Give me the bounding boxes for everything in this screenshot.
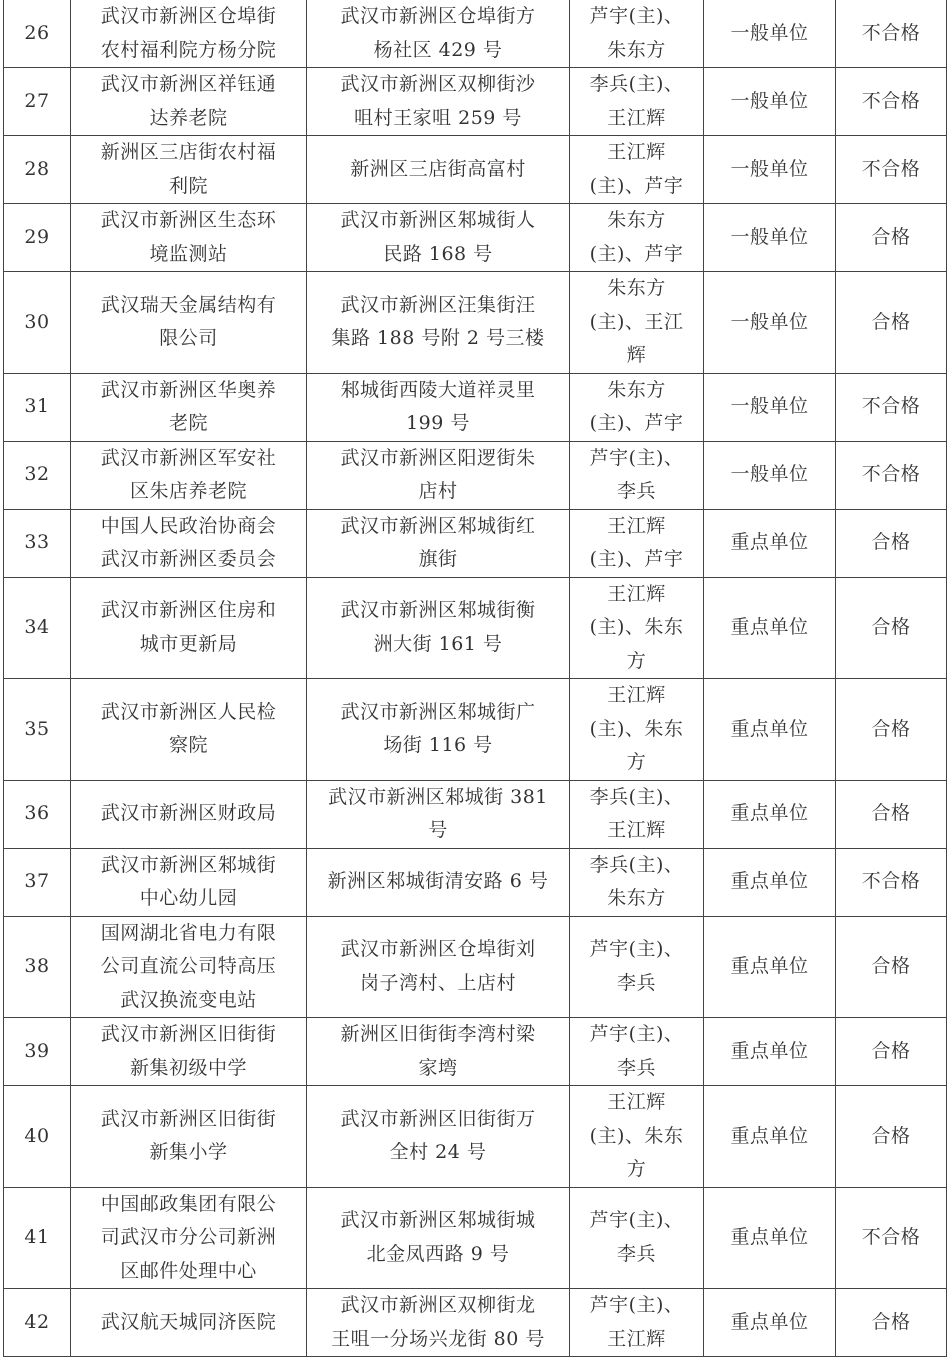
inspectors-cell xyxy=(570,204,704,272)
inspectors-cell xyxy=(570,1018,704,1086)
unit-name-line: 农村福利院方杨分院 xyxy=(100,38,277,61)
unit-name-line: 武汉航天城同济医院 xyxy=(100,1310,277,1333)
unit-name-line: 武汉市新洲区祥钰通 xyxy=(100,73,277,95)
unit-name-line: 武汉市新洲区住房和 xyxy=(100,599,277,622)
inspection-result-cell: 不合格 xyxy=(836,0,947,68)
inspectors-line: (主)、朱东 xyxy=(589,616,684,638)
inspectors-cell xyxy=(570,0,704,68)
inspectors-line: (主)、芦宇 xyxy=(589,242,684,265)
inspectors-line: 朱东方 xyxy=(607,277,666,299)
table-row xyxy=(4,509,947,577)
inspection-result-cell: 合格 xyxy=(836,577,947,679)
address-line: 店村 xyxy=(418,480,458,502)
row-number-cell: 28 xyxy=(4,136,71,204)
table-row xyxy=(4,0,947,68)
inspectors-cell xyxy=(570,441,704,509)
address-cell xyxy=(307,1187,570,1289)
inspectors-line: (主)、朱东 xyxy=(589,717,684,740)
address-cell xyxy=(307,848,570,916)
inspectors-cell xyxy=(570,136,704,204)
inspectors-line: 辉 xyxy=(626,344,647,366)
address-line: 武汉市新洲区双柳街沙 xyxy=(340,73,536,95)
row-number-cell: 27 xyxy=(4,68,71,136)
unit-name-cell xyxy=(71,916,307,1018)
inspectors-line: 芦宇(主)、 xyxy=(589,1023,684,1045)
address-cell xyxy=(307,577,570,679)
address-line: 武汉市新洲区仓埠街刘 xyxy=(340,938,536,961)
unit-name-cell xyxy=(71,68,307,136)
table-row xyxy=(4,204,947,272)
inspection-result-cell: 不合格 xyxy=(836,848,947,916)
unit-name-line: 中心幼儿园 xyxy=(139,887,238,909)
unit-name-line: 中国邮政集团有限公 xyxy=(100,1192,277,1215)
inspection-result-cell: 不合格 xyxy=(836,136,947,204)
address-line: 场街 116 号 xyxy=(383,734,493,757)
unit-name-line: 武汉市新洲区仓埠街 xyxy=(100,5,277,27)
unit-name-line: 新集小学 xyxy=(149,1141,228,1164)
inspection-result-cell: 合格 xyxy=(836,1086,947,1188)
unit-name-line: 武汉市新洲区人民检 xyxy=(100,700,277,723)
address-line: 武汉市新洲区汪集街汪 xyxy=(340,293,536,316)
unit-name-cell xyxy=(71,848,307,916)
inspectors-cell xyxy=(570,577,704,679)
address-cell xyxy=(307,1086,570,1188)
unit-category-cell: 一般单位 xyxy=(704,204,836,272)
inspectors-line: (主)、芦宇 xyxy=(589,412,684,434)
unit-category-cell: 重点单位 xyxy=(704,780,836,848)
inspection-table-body xyxy=(4,0,947,1357)
inspection-result-cell: 合格 xyxy=(836,204,947,272)
inspectors-line: 芦宇(主)、 xyxy=(589,1294,684,1316)
unit-category-cell: 重点单位 xyxy=(704,509,836,577)
unit-name-line: 武汉市新洲区旧街街 xyxy=(100,1023,277,1045)
inspectors-cell xyxy=(570,68,704,136)
inspectors-line: 王江辉 xyxy=(607,1091,666,1113)
unit-name-cell xyxy=(71,577,307,679)
unit-category-cell: 一般单位 xyxy=(704,136,836,204)
table-row xyxy=(4,848,947,916)
inspectors-line: 方 xyxy=(626,751,647,773)
table-row xyxy=(4,916,947,1018)
unit-category-cell: 重点单位 xyxy=(704,1187,836,1289)
table-row xyxy=(4,1018,947,1086)
inspectors-line: 王江辉 xyxy=(607,141,666,163)
unit-name-line: 中国人民政治协商会 xyxy=(100,514,277,537)
inspectors-line: 李兵 xyxy=(616,971,656,994)
inspectors-line: 李兵(主)、 xyxy=(589,853,684,876)
unit-name-line: 武汉市新洲区邾城街 xyxy=(100,853,277,876)
unit-category-cell: 一般单位 xyxy=(704,441,836,509)
unit-name-line: 武汉市新洲区委员会 xyxy=(100,548,277,570)
unit-name-cell xyxy=(71,272,307,374)
inspectors-line: 王江辉 xyxy=(607,819,666,841)
table-row xyxy=(4,441,947,509)
address-line: 新洲区旧街街李湾村梁 xyxy=(340,1023,536,1045)
address-line: 武汉市新洲区阳逻街朱 xyxy=(340,446,536,469)
inspection-table xyxy=(3,0,947,1357)
inspectors-line: 朱东方 xyxy=(607,209,666,231)
address-line: 旗街 xyxy=(418,548,458,570)
unit-name-cell xyxy=(71,204,307,272)
unit-category-cell: 重点单位 xyxy=(704,916,836,1018)
table-row xyxy=(4,1086,947,1188)
unit-name-line: 司武汉市分公司新洲 xyxy=(100,1226,277,1248)
address-line: 岗子湾村、上店村 xyxy=(359,971,516,994)
inspectors-cell xyxy=(570,373,704,441)
inspection-result-cell: 合格 xyxy=(836,679,947,781)
row-number-cell: 42 xyxy=(4,1289,71,1357)
unit-name-line: 达养老院 xyxy=(149,106,228,129)
address-line: 武汉市新洲区双柳街龙 xyxy=(340,1294,536,1316)
row-number-cell: 39 xyxy=(4,1018,71,1086)
unit-category-cell: 重点单位 xyxy=(704,679,836,781)
unit-name-line: 新洲区三店街农村福 xyxy=(100,141,277,163)
inspectors-cell xyxy=(570,848,704,916)
inspectors-line: 李兵 xyxy=(616,1242,656,1265)
inspectors-cell xyxy=(570,1086,704,1188)
unit-name-cell xyxy=(71,373,307,441)
address-line: 武汉市新洲区邾城街城 xyxy=(340,1209,536,1232)
address-cell xyxy=(307,0,570,68)
unit-name-line: 武汉市新洲区华奥养 xyxy=(100,378,277,401)
address-line: 新洲区三店街高富村 xyxy=(350,157,526,180)
table-row xyxy=(4,373,947,441)
unit-category-cell: 重点单位 xyxy=(704,848,836,916)
inspection-result-cell: 不合格 xyxy=(836,441,947,509)
inspectors-cell xyxy=(570,679,704,781)
inspectors-line: 芦宇(主)、 xyxy=(589,1209,684,1232)
address-line: 新洲区邾城街清安路 6 号 xyxy=(327,870,549,893)
table-row xyxy=(4,68,947,136)
row-number-cell: 32 xyxy=(4,441,71,509)
address-line: 王咀一分场兴龙街 80 号 xyxy=(331,1327,545,1350)
unit-name-cell xyxy=(71,1018,307,1086)
unit-name-line: 老院 xyxy=(168,412,208,434)
inspectors-cell xyxy=(570,509,704,577)
address-line: 民路 168 号 xyxy=(383,242,493,265)
address-cell xyxy=(307,1289,570,1357)
inspectors-line: 王江辉 xyxy=(607,684,666,706)
inspectors-line: (主)、芦宇 xyxy=(589,174,684,197)
unit-name-line: 武汉瑞天金属结构有 xyxy=(100,293,277,316)
table-row xyxy=(4,1187,947,1289)
inspectors-line: 芦宇(主)、 xyxy=(589,5,684,27)
table-row xyxy=(4,1289,947,1357)
address-line: 武汉市新洲区旧街街万 xyxy=(340,1107,536,1130)
unit-name-cell xyxy=(71,0,307,68)
inspectors-cell xyxy=(570,780,704,848)
unit-name-line: 公司直流公司特高压 xyxy=(100,955,277,977)
inspectors-line: 朱东方 xyxy=(607,378,666,401)
unit-category-cell: 一般单位 xyxy=(704,0,836,68)
table-row xyxy=(4,272,947,374)
address-line: 武汉市新洲区邾城街红 xyxy=(340,514,536,537)
inspection-result-cell: 合格 xyxy=(836,1289,947,1357)
address-line: 洲大街 161 号 xyxy=(373,632,503,655)
unit-category-cell: 一般单位 xyxy=(704,68,836,136)
address-cell xyxy=(307,1018,570,1086)
inspection-result-cell: 合格 xyxy=(836,916,947,1018)
unit-name-line: 武汉市新洲区军安社 xyxy=(100,446,277,469)
unit-name-line: 国网湖北省电力有限 xyxy=(100,921,277,944)
address-cell xyxy=(307,68,570,136)
unit-name-line: 新集初级中学 xyxy=(129,1056,247,1079)
address-cell xyxy=(307,509,570,577)
address-line: 咀村王家咀 259 号 xyxy=(354,106,522,129)
inspectors-line: 李兵(主)、 xyxy=(589,785,684,808)
address-line: 北金凤西路 9 号 xyxy=(366,1242,510,1265)
inspectors-line: 芦宇(主)、 xyxy=(589,446,684,469)
address-cell xyxy=(307,679,570,781)
unit-name-line: 武汉换流变电站 xyxy=(120,988,257,1011)
address-line: 武汉市新洲区邾城街 381 xyxy=(328,785,548,808)
address-cell xyxy=(307,272,570,374)
inspectors-line: 方 xyxy=(626,1158,647,1180)
unit-category-cell: 重点单位 xyxy=(704,1086,836,1188)
inspection-result-cell: 合格 xyxy=(836,780,947,848)
row-number-cell: 40 xyxy=(4,1086,71,1188)
address-cell xyxy=(307,441,570,509)
unit-name-cell xyxy=(71,509,307,577)
address-line: 武汉市新洲区邾城街人 xyxy=(340,209,536,231)
inspectors-cell xyxy=(570,272,704,374)
inspectors-line: (主)、王江 xyxy=(589,310,684,333)
row-number-cell: 38 xyxy=(4,916,71,1018)
inspectors-line: 王江辉 xyxy=(607,106,666,129)
unit-name-cell xyxy=(71,679,307,781)
address-line: 家塆 xyxy=(418,1056,458,1079)
inspectors-line: 芦宇(主)、 xyxy=(589,938,684,961)
unit-category-cell: 重点单位 xyxy=(704,577,836,679)
address-line: 邾城街西陵大道祥灵里 xyxy=(340,378,536,401)
inspectors-cell xyxy=(570,1289,704,1357)
address-cell xyxy=(307,204,570,272)
row-number-cell: 29 xyxy=(4,204,71,272)
inspection-result-cell: 合格 xyxy=(836,1018,947,1086)
inspectors-line: 方 xyxy=(626,649,647,672)
address-line: 199 号 xyxy=(406,412,470,434)
unit-name-cell xyxy=(71,1086,307,1188)
inspection-result-cell: 不合格 xyxy=(836,68,947,136)
unit-name-line: 区朱店养老院 xyxy=(129,480,247,502)
unit-name-cell xyxy=(71,136,307,204)
unit-name-line: 限公司 xyxy=(159,327,218,350)
address-line: 全村 24 号 xyxy=(389,1141,487,1164)
inspectors-line: 李兵 xyxy=(616,480,656,502)
row-number-cell: 41 xyxy=(4,1187,71,1289)
address-cell xyxy=(307,780,570,848)
address-line: 武汉市新洲区邾城街广 xyxy=(340,700,536,723)
row-number-cell: 36 xyxy=(4,780,71,848)
row-number-cell: 30 xyxy=(4,272,71,374)
inspection-result-cell: 合格 xyxy=(836,272,947,374)
inspectors-line: 李兵 xyxy=(616,1056,656,1079)
unit-name-line: 武汉市新洲区财政局 xyxy=(100,802,277,825)
unit-name-cell xyxy=(71,780,307,848)
unit-category-cell: 一般单位 xyxy=(704,272,836,374)
unit-name-line: 察院 xyxy=(168,734,208,757)
inspection-result-cell: 合格 xyxy=(836,509,947,577)
address-cell xyxy=(307,373,570,441)
address-cell xyxy=(307,916,570,1018)
inspectors-line: 王江辉 xyxy=(607,582,666,605)
unit-name-line: 城市更新局 xyxy=(139,632,238,655)
table-row xyxy=(4,679,947,781)
unit-name-line: 利院 xyxy=(168,174,208,197)
table-row xyxy=(4,780,947,848)
unit-name-line: 区邮件处理中心 xyxy=(120,1259,257,1282)
unit-category-cell: 重点单位 xyxy=(704,1018,836,1086)
unit-name-line: 武汉市新洲区旧街街 xyxy=(100,1107,277,1130)
address-line: 武汉市新洲区邾城街衡 xyxy=(340,599,536,622)
inspectors-line: 李兵(主)、 xyxy=(589,73,684,95)
inspectors-line: 王江辉 xyxy=(607,1327,666,1350)
inspection-result-cell: 不合格 xyxy=(836,1187,947,1289)
unit-category-cell: 一般单位 xyxy=(704,373,836,441)
unit-name-line: 境监测站 xyxy=(149,242,228,265)
address-cell xyxy=(307,136,570,204)
address-line: 号 xyxy=(428,819,448,841)
unit-category-cell: 重点单位 xyxy=(704,1289,836,1357)
unit-name-cell xyxy=(71,1187,307,1289)
table-row xyxy=(4,136,947,204)
address-line: 杨社区 429 号 xyxy=(373,38,503,61)
row-number-cell: 33 xyxy=(4,509,71,577)
unit-name-cell xyxy=(71,1289,307,1357)
inspectors-cell xyxy=(570,1187,704,1289)
inspectors-line: 王江辉 xyxy=(607,514,666,537)
address-line: 武汉市新洲区仓埠街方 xyxy=(340,5,536,27)
row-number-cell: 31 xyxy=(4,373,71,441)
inspectors-line: (主)、芦宇 xyxy=(589,548,684,570)
row-number-cell: 26 xyxy=(4,0,71,68)
row-number-cell: 37 xyxy=(4,848,71,916)
row-number-cell: 35 xyxy=(4,679,71,781)
unit-name-line: 武汉市新洲区生态环 xyxy=(100,209,277,231)
table-row xyxy=(4,577,947,679)
inspectors-line: (主)、朱东 xyxy=(589,1124,684,1147)
unit-name-cell xyxy=(71,441,307,509)
row-number-cell: 34 xyxy=(4,577,71,679)
inspectors-cell xyxy=(570,916,704,1018)
address-line: 集路 188 号附 2 号三楼 xyxy=(331,327,545,350)
inspectors-line: 朱东方 xyxy=(607,38,666,61)
inspectors-line: 朱东方 xyxy=(607,887,666,909)
inspection-result-cell: 不合格 xyxy=(836,373,947,441)
